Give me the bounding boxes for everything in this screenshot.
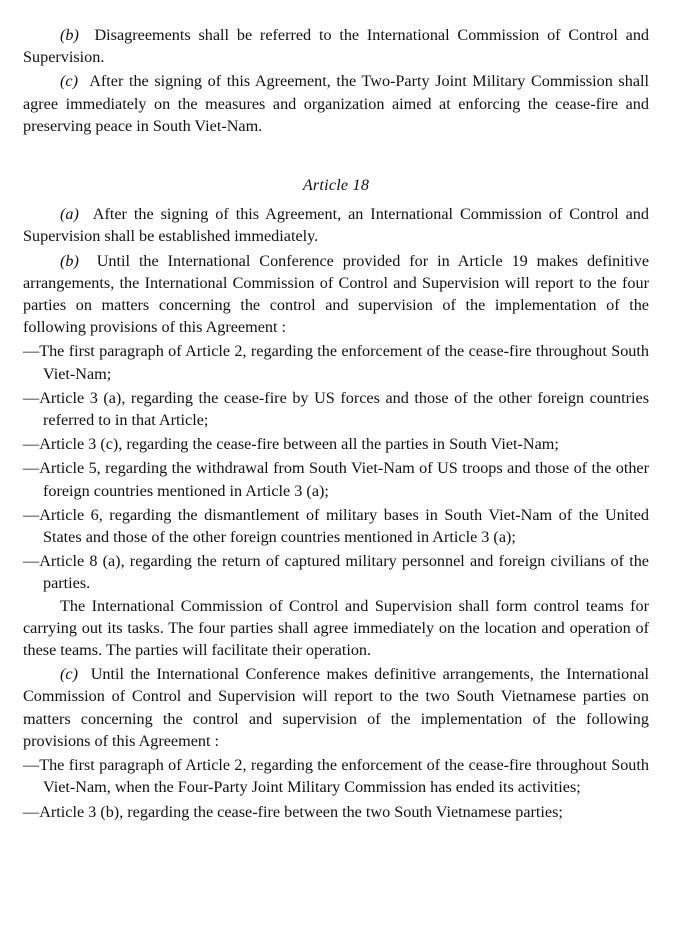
list-item: —Article 3 (a), regarding the cease-fire by US forces and those of the other foreign countries referred to in that Article; — [23, 388, 649, 430]
list-item: —Article 8 (a), regarding the return of captured military personnel and foreign civilians of the parties. — [23, 552, 649, 593]
paragraph-text: After the signing of this Agreement, an International Commission of Control and Supervision shall be established immediately. — [23, 205, 649, 246]
paragraph-label: (c) — [60, 665, 78, 684]
paragraph-label: (a) — [60, 205, 79, 224]
article-18-paragraph-c — [23, 663, 649, 752]
paragraph-label: (b) — [60, 26, 79, 44]
article-18-b-provisions-list — [23, 340, 649, 594]
article-18-c-provisions-list — [23, 754, 649, 823]
paragraph-text: Until the International Conference makes definitive arrangements, the International Commission of Control and Supervision will report to the two South Vietnamese parties on matters concerning the control and supervision of the implementation of the following provisions of this Agreement : — [23, 665, 649, 750]
list-item: —The first paragraph of Article 2, regarding the enforcement of the cease-fire throughout South Viet-Nam; — [23, 342, 649, 383]
list-item: —Article 3 (b), regarding the cease-fire between the two South Vietnamese parties; — [23, 802, 563, 821]
paragraph-text: Until the International Conference provided for in Article 19 makes definitive arrangements, the International Commission of Control and Supervision will report to the four parties on matters concerning the control and supervision of the implementation of the following provisions of this Agreement : — [23, 251, 649, 337]
paragraph-label: (c) — [60, 72, 78, 91]
article-18-heading: Article 18 — [302, 176, 370, 195]
article-17-paragraph-c — [23, 70, 649, 137]
list-item: —Article 3 (c), regarding the cease-fire between all the parties in South Viet-Nam; — [23, 435, 559, 454]
list-item: —Article 5, regarding the withdrawal from South Viet-Nam of US troops and those of the other foreign countries mentioned in Article 3 (a); — [23, 459, 649, 500]
list-item: —Article 6, regarding the dismantlement of military bases in South Viet-Nam of the United States and those of the other foreign countries mentioned in Article 3 (a); — [23, 505, 649, 547]
control-teams-paragraph: The International Commission of Control and Supervision shall form control teams for carrying out its tasks. The four parties shall agree immediately on the location and operation of these teams. The parties will facilitate their operation. — [23, 596, 649, 660]
paragraph-text: Disagreements shall be referred to the International Commission of Control and Supervision. — [23, 26, 650, 67]
article-18-paragraph-a — [23, 203, 649, 247]
list-item: —The first paragraph of Article 2, regarding the enforcement of the cease-fire throughout South Viet-Nam, when the Four-Party Joint Military Commission has ended its activities; — [23, 756, 649, 797]
article-18-paragraph-b — [23, 250, 649, 339]
paragraph-label: (b) — [60, 251, 79, 270]
article-17-paragraph-b — [23, 24, 649, 68]
paragraph-text: After the signing of this Agreement, the Two-Party Joint Military Commission shall agree immediately on the measures and organization aimed at enforcing the cease-fire and preserving peace in South Viet-Nam. — [23, 72, 649, 135]
